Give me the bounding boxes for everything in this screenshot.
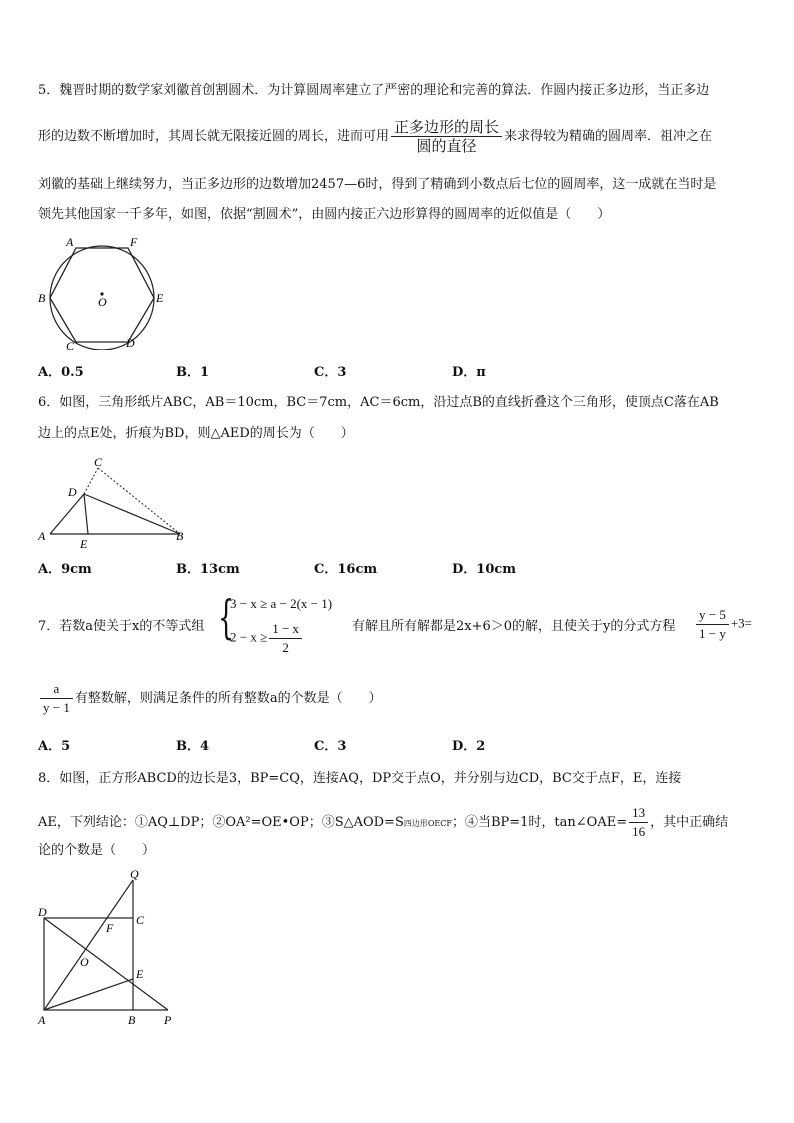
q6-segment-de	[84, 494, 88, 534]
q6-label-b: B	[176, 529, 184, 543]
q7-system-brace: {	[218, 590, 235, 644]
q7-text-pre: 7．若数a使关于x的不等式组	[38, 619, 205, 634]
q7-inequality-1: 3 − x ≥ a − 2(x − 1)	[230, 596, 333, 611]
q6-option-a: A．9cm	[38, 562, 92, 577]
q8-tan-denominator: 16	[632, 824, 646, 839]
q8-tan-numerator: 13	[629, 804, 648, 823]
q7-text-mid	[352, 618, 675, 636]
q5-label-a: A	[66, 235, 74, 249]
q7-line2-denominator: y − 1	[43, 700, 70, 715]
q7-inequality-2-left: 2 − x ≥	[230, 629, 268, 645]
q6-triangle-figure	[36, 454, 196, 550]
q6-text-line2: 边上的点E处，折痕为BD，则△AED的周长为（ ）	[38, 426, 354, 441]
q5-label-c: C	[66, 339, 75, 350]
q7-equation-denominator: 1 − y	[699, 626, 726, 641]
q7-option-d: D．2	[452, 739, 486, 754]
q7-line2-fraction	[40, 680, 73, 717]
q6-text-line1: 6．如图，三角形纸片ABC，AB＝10cm，BC＝7cm，AC＝6cm，沿过点B的直线折叠这个三角形，使顶点C落在AB	[38, 395, 719, 410]
q8-label-e: E	[136, 967, 144, 981]
q7-option-b: B．4	[176, 739, 210, 754]
q8-line-ae	[44, 979, 133, 1010]
q7-equation-numerator: y − 5	[696, 606, 729, 625]
q8-text-line3: 论的个数是（ ）	[38, 843, 156, 858]
q7-inequality-2-fraction	[269, 620, 302, 657]
q7-text-mid-words: 有解且所有解都是2x+6＞0的解，且使关于y的分式方程	[352, 619, 676, 634]
q5-ratio-denominator: 圆的直径	[416, 137, 477, 155]
q8-text-line2-pre: AE，下列结论：①AQ⊥DP；②OA²=OE•OP；③S△AOD=S	[38, 815, 404, 830]
q6-label-c: C	[94, 455, 103, 469]
q5-ratio-fraction	[391, 118, 502, 155]
q5-option-c: C．3	[314, 365, 347, 380]
q7-line2-post: 有整数解，则满足条件的所有整数a的个数是（ ）	[74, 691, 382, 706]
q8-label-f: F	[106, 921, 114, 935]
q5-option-b: B．1	[176, 365, 210, 380]
q8-label-o: O	[80, 955, 89, 969]
q6-fold-bd	[84, 494, 180, 534]
q5-text-line3: 刘徽的基础上继续努力，当正多边形的边数增加2457—6时，得到了精确到小数点后七位的圆周率，这一成就在当时是	[38, 177, 717, 192]
q8-text-line2-post: ，其中正确结	[650, 815, 729, 830]
q7-equation-post: +3=	[730, 615, 753, 631]
q6-dashed-dc	[84, 468, 98, 494]
q8-label-p: P	[164, 1013, 172, 1027]
q8-text-line2	[38, 804, 728, 841]
q5-option-a: A．0.5	[38, 365, 84, 380]
q5-ratio-numerator: 正多边形的周长	[391, 118, 502, 137]
q8-label-q: Q	[130, 867, 139, 881]
q8-label-b: B	[128, 1013, 136, 1027]
q7-option-c: C．3	[314, 739, 347, 754]
q5-option-d: D．π	[452, 365, 486, 380]
q8-text-line2-mid: ；④当BP=1时，tan∠OAE=	[451, 815, 628, 830]
q8-text-line1: 8．如图，正方形ABCD的边长是3，BP=CQ，连接AQ，DP交于点O，并分别与边CD，BC交于点F，E，连接	[38, 771, 682, 786]
q7-inequality-2	[230, 620, 304, 657]
q6-label-d: D	[68, 485, 77, 499]
q7-equation-fraction	[696, 606, 729, 643]
q6-dashed-cb	[98, 468, 180, 534]
q6-side-ad	[50, 494, 84, 534]
q6-label-e: E	[80, 537, 88, 550]
q5-label-b: B	[38, 291, 46, 305]
q5-label-e: E	[156, 291, 164, 305]
q8-square-figure	[34, 866, 184, 1030]
q8-label-a: A	[38, 1013, 46, 1027]
q5-label-o: O	[98, 295, 107, 309]
q7-text-line2	[38, 680, 382, 717]
q5-text-line2-pre: 形的边数不断增加时，其周长就无限接近圆的周长，进而可用	[38, 129, 390, 144]
q6-option-d: D．10cm	[452, 562, 517, 577]
q8-line-aq	[44, 880, 133, 1010]
q6-option-c: C．16cm	[314, 562, 378, 577]
q5-text-line1: 5．魏晋时期的数学家刘徽首创割圆术．为计算圆周率建立了严密的理论和完善的算法．作圆内接正多边形，当正多边	[38, 83, 710, 98]
q8-label-c: C	[136, 913, 145, 927]
q7-inequality-2-numerator: 1 − x	[269, 620, 302, 639]
q5-label-d: D	[126, 336, 135, 350]
q7-fractional-equation	[694, 606, 752, 643]
q7-option-a: A．5	[38, 739, 71, 754]
q6-option-b: B．13cm	[176, 562, 240, 577]
q5-text-line4: 领先其他国家一千多年，如图，依据“割圆术”，由圆内接正六边形算得的圆周率的近似值是（ ）	[38, 207, 611, 222]
q8-label-d: D	[38, 905, 47, 919]
q5-text-line2	[38, 118, 712, 155]
q7-line2-numerator: a	[40, 680, 73, 699]
q8-text-line2-subscript: 四边形OECF	[403, 819, 452, 828]
q7-inequality-2-denominator: 2	[282, 640, 289, 655]
q6-label-a: A	[38, 529, 46, 543]
q5-text-line2-post: 来求得较为精确的圆周率．祖冲之在	[504, 129, 713, 144]
q5-label-f: F	[130, 235, 138, 249]
q5-hexagon-figure	[36, 232, 176, 350]
q8-tan-fraction	[629, 804, 648, 841]
